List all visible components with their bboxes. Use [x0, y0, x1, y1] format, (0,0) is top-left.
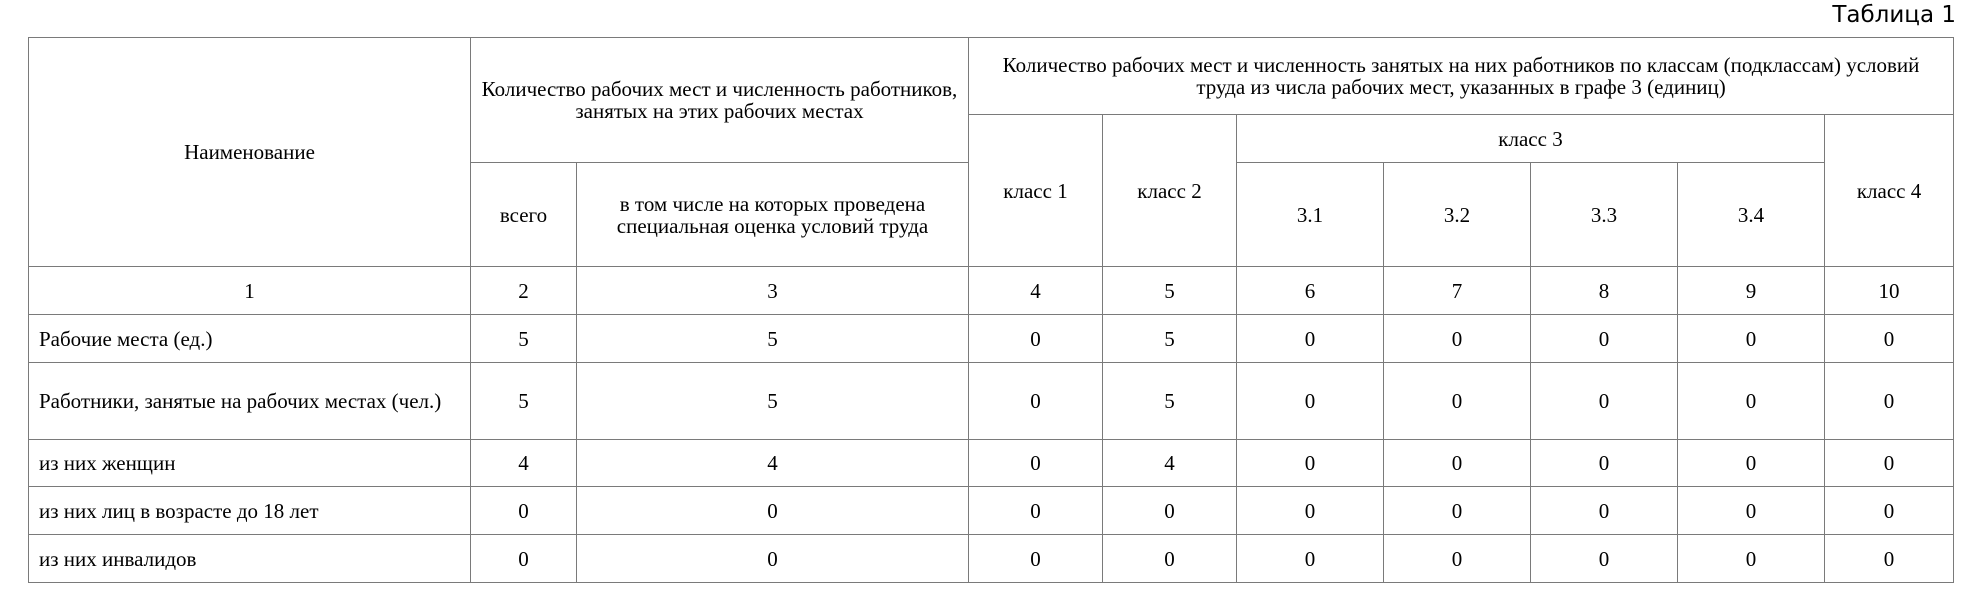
cell-value: 4 — [471, 440, 577, 487]
row-label: из них женщин — [29, 440, 471, 487]
cell-value: 0 — [1825, 440, 1954, 487]
column-number-row — [29, 267, 1954, 315]
cell-value: 0 — [1678, 535, 1825, 583]
header-group-classes: Количество рабочих мест и численность занятых на них работников по классам (подклассам) условий труда из числа рабочих мест, указанных в графе 3 (единиц) — [969, 38, 1954, 115]
cell-value: 0 — [1384, 315, 1531, 363]
header-sub-3-4: 3.4 — [1678, 163, 1825, 267]
cell-value: 0 — [1103, 535, 1237, 583]
cell-value: 0 — [1825, 363, 1954, 440]
row-label: из них инвалидов — [29, 535, 471, 583]
header-class-2: класс 2 — [1103, 115, 1237, 267]
col-number: 1 — [29, 267, 471, 315]
table-row — [29, 535, 1954, 583]
header-class-3: класс 3 — [1237, 115, 1825, 163]
cell-value: 0 — [471, 535, 577, 583]
cell-value: 0 — [1678, 487, 1825, 535]
cell-value: 0 — [1678, 363, 1825, 440]
header-name: Наименование — [29, 38, 471, 267]
table-caption: Таблица 1 — [1832, 2, 1956, 28]
cell-value: 0 — [1237, 440, 1384, 487]
header-total: всего — [471, 163, 577, 267]
table-row — [29, 487, 1954, 535]
cell-value: 0 — [1384, 487, 1531, 535]
cell-value: 0 — [1384, 535, 1531, 583]
cell-value: 0 — [1103, 487, 1237, 535]
col-number: 7 — [1384, 267, 1531, 315]
header-assessed: в том числе на которых проведена специальная оценка условий труда — [577, 163, 969, 267]
row-label: Работники, занятые на рабочих местах (чел.) — [29, 363, 471, 440]
working-conditions-table — [28, 37, 1954, 583]
col-number: 10 — [1825, 267, 1954, 315]
col-number: 4 — [969, 267, 1103, 315]
cell-value: 0 — [969, 363, 1103, 440]
cell-value: 0 — [1531, 535, 1678, 583]
cell-value: 0 — [1237, 535, 1384, 583]
header-class-1: класс 1 — [969, 115, 1103, 267]
col-number: 6 — [1237, 267, 1384, 315]
cell-value: 0 — [969, 487, 1103, 535]
cell-value: 0 — [969, 315, 1103, 363]
table-row — [29, 440, 1954, 487]
cell-value: 0 — [969, 440, 1103, 487]
row-label: Рабочие места (ед.) — [29, 315, 471, 363]
row-label: из них лиц в возрасте до 18 лет — [29, 487, 471, 535]
cell-value: 0 — [577, 487, 969, 535]
cell-value: 5 — [471, 315, 577, 363]
cell-value: 0 — [1825, 535, 1954, 583]
cell-value: 0 — [1237, 487, 1384, 535]
cell-value: 5 — [577, 315, 969, 363]
header-sub-3-2: 3.2 — [1384, 163, 1531, 267]
table-row — [29, 315, 1954, 363]
cell-value: 0 — [1678, 315, 1825, 363]
cell-value: 5 — [471, 363, 577, 440]
cell-value: 0 — [1237, 315, 1384, 363]
cell-value: 5 — [1103, 315, 1237, 363]
cell-value: 0 — [1678, 440, 1825, 487]
cell-value: 0 — [1237, 363, 1384, 440]
col-number: 9 — [1678, 267, 1825, 315]
cell-value: 0 — [969, 535, 1103, 583]
cell-value: 0 — [1384, 440, 1531, 487]
cell-value: 4 — [1103, 440, 1237, 487]
header-sub-3-1: 3.1 — [1237, 163, 1384, 267]
cell-value: 0 — [1825, 487, 1954, 535]
col-number: 3 — [577, 267, 969, 315]
cell-value: 4 — [577, 440, 969, 487]
cell-value: 0 — [1531, 440, 1678, 487]
cell-value: 0 — [1384, 363, 1531, 440]
table-row — [29, 363, 1954, 440]
col-number: 5 — [1103, 267, 1237, 315]
cell-value: 0 — [1531, 487, 1678, 535]
header-class-4: класс 4 — [1825, 115, 1954, 267]
cell-value: 5 — [577, 363, 969, 440]
cell-value: 0 — [577, 535, 969, 583]
col-number: 2 — [471, 267, 577, 315]
cell-value: 0 — [471, 487, 577, 535]
col-number: 8 — [1531, 267, 1678, 315]
cell-value: 0 — [1825, 315, 1954, 363]
header-group-workplaces: Количество рабочих мест и численность работников, занятых на этих рабочих местах — [471, 38, 969, 163]
cell-value: 5 — [1103, 363, 1237, 440]
header-sub-3-3: 3.3 — [1531, 163, 1678, 267]
cell-value: 0 — [1531, 363, 1678, 440]
cell-value: 0 — [1531, 315, 1678, 363]
